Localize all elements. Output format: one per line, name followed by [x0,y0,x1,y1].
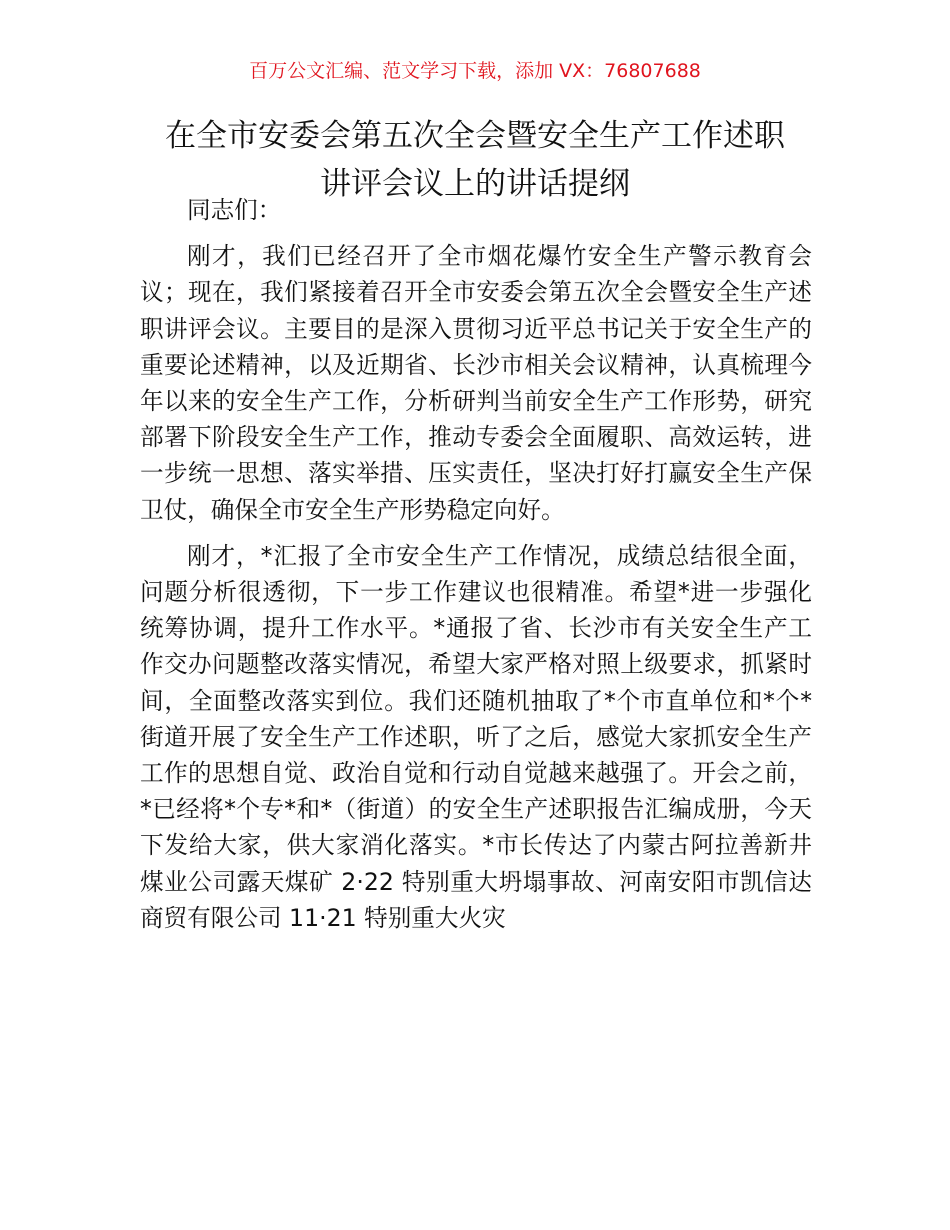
document-body [140,188,812,936]
title-line-1: 在全市安委会第五次全会暨安全生产工作述职 [165,118,785,154]
paragraph-2: 刚才，*汇报了全市安全生产工作情况，成绩总结很全面，问题分析很透彻，下一步工作建议也很精准。希望*进一步强化统筹协调，提升工作水平。*通报了省、长沙市有关安全生产工作交办问题整改落实情况，希望大家严格对照上级要求，抓紧时间，全面整改落实到位。我们还随机抽取了*个市直单位和*个*街道开展了安全生产工作述职，听了之后，感觉大家抓安全生产工作的思想自觉、政治自觉和行动自觉越来越强了。开会之前，*已经将*个专*和*（街道）的安全生产述职报告汇编成册，今天下发给大家，供大家消化落实。*市长传达了内蒙古阿拉善新井煤业公司露天煤矿 2·22 特别重大坍塌事故、河南安阳市凯信达商贸有限公司 11·21 特别重大火灾 [140,541,812,932]
title-line-2: 讲评会议上的讲话提纲 [320,166,630,202]
paragraph-1: 刚才，我们已经召开了全市烟花爆竹安全生产警示教育会议；现在，我们紧接着召开全市安委会第五次全会暨安全生产述职讲评会议。主要目的是深入贯彻习近平总书记关于安全生产的重要论述精神，以及近期省、长沙市相关会议精神，认真梳理今年以来的安全生产工作，分析研判当前安全生产工作形势，研究部署下阶段安全生产工作，推动专委会全面履职、高效运转，进一步统一思想、落实举措、压实责任，坚决打好打赢安全生产保卫仗，确保全市安全生产形势稳定向好。 [140,242,812,524]
watermark-banner: 百万公文汇编、范文学习下载，添加 VX：76807688 [249,60,701,82]
greeting: 同志们： [187,196,282,224]
